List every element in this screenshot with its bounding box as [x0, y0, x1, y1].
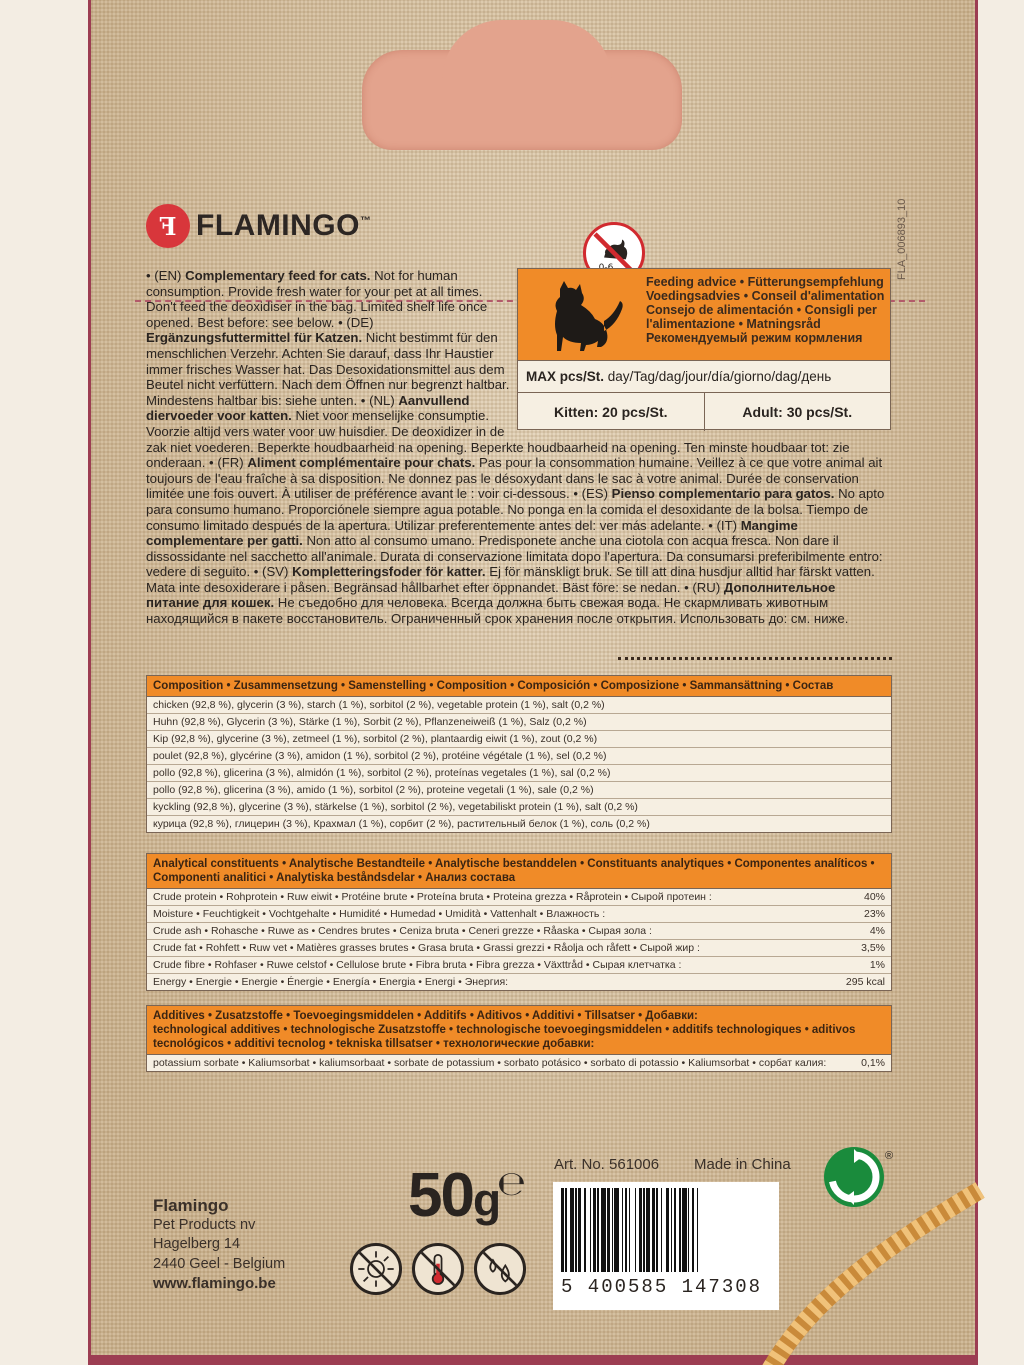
additives-header — [147, 1006, 891, 1055]
handling-icons — [350, 1243, 526, 1295]
keep-dry-icon — [474, 1243, 526, 1295]
barcode-bars — [561, 1188, 771, 1272]
composition-text: курица (92,8 %), глицерин (3 %), Крахмал (1 %), сорбит (2 %), растительный белок (1 %), соль (0,2 %) — [153, 818, 650, 830]
green-dot-icon — [824, 1147, 884, 1207]
description-12: Non atto al consumo umano. Predisponete anche una ciotola con acqua fresca. Non dare il dissossidante nel sacchetto all'animale. Durata di conservazione limitata dopo l'apertura. Da consumarsi preferibilmente entro: vedere di seguito. • (SV) — [146, 533, 883, 580]
registered-mark: ® — [885, 1150, 894, 1162]
analytical-value: 4% — [869, 925, 885, 937]
analytical-label: Moisture • Feuchtigkeit • Vochtgehalte • Humidité • Humedad • Umidità • Vattenhalt • Влажность : — [153, 908, 606, 920]
cat-silhouette-icon — [532, 275, 632, 357]
composition-row — [147, 781, 891, 798]
analytical-value: 1% — [869, 959, 885, 971]
no-heat-icon — [412, 1243, 464, 1295]
feeding-title — [646, 275, 886, 345]
article-number: Art. No. 561006 — [554, 1156, 660, 1173]
analytical-value: 3,5% — [861, 942, 885, 954]
feeding-title-line: Рекомендуемый режим кормления — [646, 331, 863, 345]
dotted-separator — [618, 657, 892, 660]
additive-row — [147, 1055, 891, 1071]
product-name-3: Ergänzungsfuttermittel für Katzen. — [146, 330, 363, 346]
composition-row — [147, 697, 891, 713]
company-name: Flamingo — [153, 1196, 229, 1215]
composition-row — [147, 815, 891, 832]
package-bottom-border — [88, 1355, 978, 1365]
dosage-row — [518, 393, 890, 431]
no-microwave-icon — [350, 1243, 402, 1295]
weight-unit: g — [472, 1174, 500, 1226]
product-name-7: Aliment complémentaire pour chats. — [247, 455, 476, 471]
composition-row — [147, 713, 891, 730]
kitten-dosage: Kitten: 20 pcs/St. — [553, 404, 668, 420]
additives-header-line2: technological additives • technologische Zusatzstoffe • technologische toevoegingsmiddelen • additifs technologiques • aditivos tecnológicos • additivi tecnolog • tekniska tillsatser • технологические добавки: — [153, 1024, 856, 1050]
feeding-title-line: Voedingsadvies • Conseil d'alimentation — [646, 289, 885, 303]
description-4: Nicht bestimmt für den menschlichen Verzehr. Achten Sie darauf, dass Ihr Haustier immer frisches Wasser hat. Das Desoxidationsmittel aus dem Beutel nicht verfüttern. Nach dem Öffnen nur begrenzt haltbar. Mindestens haltbar bis: siehe unten. • (NL) — [146, 330, 510, 408]
brand-logo — [146, 204, 371, 248]
analytical-value: 295 kcal — [845, 976, 885, 988]
feeding-header — [518, 269, 890, 361]
analytical-label: Crude protein • Rohprotein • Ruw eiwit • Protéine brute • Proteína bruta • Proteina grezza • Råprotein • Сырой протеин : — [153, 891, 712, 903]
max-pieces-row — [518, 361, 890, 393]
analytical-value: 23% — [863, 908, 885, 920]
analytical-label: Crude ash • Rohasche • Ruwe as • Cendres brutes • Ceniza bruta • Ceneri grezze • Råaska • Сырая зола : — [153, 925, 652, 937]
feeding-title-line: Feeding advice • Fütterungsempfehlung — [646, 275, 884, 289]
composition-text: chicken (92,8 %), glycerin (3 %), starch (1 %), sorbitol (2 %), vegetable protein (1 %), salt (0,2 %) — [153, 699, 605, 711]
adult-dosage: Adult: 30 pcs/St. — [704, 393, 891, 431]
product-name-13: Kompletteringsfoder för katter. — [292, 564, 486, 580]
composition-row — [147, 764, 891, 781]
description-14: Ej för mänskligt bruk. Se till att dina husdjur alltid har färskt vatten. Mata inte desoxiderare i påsen. Begränsad hållbarhet efter öppnandet. Bäst före: se nedan. • (RU) — [146, 564, 875, 595]
composition-text: pollo (92,8 %), glicerina (3 %), almidón (1 %), sorbitol (2 %), proteínas vegetales (1 %), sal (0,2 %) — [153, 767, 611, 779]
product-name-5: Aanvullend diervoeder voor katten. — [146, 392, 470, 424]
max-label: MAX pcs/St. — [526, 369, 605, 384]
description-0: • (EN) — [146, 268, 186, 283]
additives-header-line1: Additives • Zusatzstoffe • Toevoegingsmiddelen • Additifs • Aditivos • Additivi • Tillsatser • Добавки: — [153, 1010, 698, 1022]
analytical-label: Energy • Energie • Energie • Énergie • Energía • Energia • Energi • Энергия: — [153, 976, 509, 988]
estimated-sign-icon: ℮ — [497, 1164, 527, 1204]
trademark: ™ — [359, 215, 372, 227]
additive-value: 0,1% — [861, 1057, 885, 1069]
description-16: Не съедобно для человека. Всегда должна быть свежая вода. Не скармливать животным находящийся в пакете восстановитель. Ограниченный срок хранения после открытия. Использовать до: см. ниже. — [146, 595, 849, 627]
analytical-row — [147, 956, 891, 973]
composition-row — [147, 798, 891, 815]
feeding-title-line: l'alimentazione • Matningsråd — [646, 317, 821, 331]
composition-text: poulet (92,8 %), glycérine (3 %), amidon (1 %), sorbitol (2 %), protéine végétale (1 %), sel (0,2 %) — [153, 750, 607, 762]
analytical-label: Crude fat • Rohfett • Ruw vet • Matières grasses brutes • Grasa bruta • Grassi grezzi • Råolja och råfett • Сырой жир : — [153, 942, 700, 954]
feeding-title-line: Consejo de alimentación • Consigli per — [646, 303, 877, 317]
flamingo-logo-icon: ꟻ — [146, 204, 190, 248]
description-8: Pas pour la consommation humaine. Veillez à ce que votre animal ait toujours de l'eau fraîche à sa disposition. Ne donnez pas le désoxydant dans le sac à votre animal. Durée de conservation limitée une fois ouvert. À utiliser de préférence avant le : voir ci-dessous. • (ES) — [146, 455, 883, 502]
composition-text: Kip (92,8 %), glycerine (3 %), zetmeel (1 %), sorbitol (2 %), plantaardig eiwit (1 %), zout (0,2 %) — [153, 733, 598, 745]
additives-table — [146, 1005, 892, 1072]
brand-name — [196, 209, 371, 243]
product-name-11: Mangime complementare per gatti. — [146, 517, 798, 549]
analytical-row — [147, 939, 891, 956]
analytical-table — [146, 853, 892, 991]
analytical-row — [147, 973, 891, 990]
composition-row — [147, 747, 891, 764]
net-weight — [408, 1160, 499, 1231]
lot-code: FLA_006893_10 — [896, 198, 908, 280]
feeding-advice-box — [517, 268, 891, 430]
company-web: www.flamingo.be — [153, 1275, 276, 1292]
company-line2: Hagelberg 14 — [153, 1236, 241, 1252]
composition-text: Huhn (92,8 %), Glycerin (3 %), Stärke (1 %), Sorbit (2 %), Pflanzeneiweiß (1 %), Salz (0,2 %) — [153, 716, 587, 728]
barcode-number: 5 400585 147308 — [561, 1276, 763, 1298]
composition-row — [147, 730, 891, 747]
product-name-15: Дополнительное питание для кошек. — [146, 579, 836, 611]
analytical-label: Crude fibre • Rohfaser • Ruwe celstof • Cellulose brute • Fibra bruta • Fibra grezza • Växttråd • Сырая клетчатка : — [153, 959, 682, 971]
weight-number: 50 — [408, 1161, 473, 1230]
barcode — [553, 1182, 779, 1310]
analytical-value: 40% — [863, 891, 885, 903]
product-name-1: Complementary feed for cats. — [185, 268, 371, 283]
analytical-row — [147, 905, 891, 922]
made-in: Made in China — [694, 1156, 791, 1173]
hang-hole — [362, 50, 682, 150]
description-10: No apto para consumo humano. Proporciónele siempre agua potable. No ponga en la comida el desoxidante de la bolsa. Tiempo de consumo limitado después de la apertura. Utilizar preferentemente antes del: ver más adelante. • (IT) — [146, 486, 885, 533]
company-address — [153, 1196, 285, 1294]
description-6: Niet voor menselijke consumptie. Voorzie altijd vers water voor uw huisdier. De deoxidizer in de zak niet voederen. Beperkte houdbaarheid na opening. Beperkte houdbaarheid na opening. Ten minste houdbaar tot: zie onderaan. • (FR) — [146, 408, 850, 471]
company-line3: 2440 Geel - Belgium — [153, 1255, 286, 1272]
composition-text: pollo (92,8 %), glicerina (3 %), amido (1 %), sorbitol (2 %), proteine vegetali (1 %), sale (0,2 %) — [153, 784, 594, 796]
composition-header: Composition • Zusammensetzung • Samenstelling • Composition • Composición • Composizione • Sammansättning • Состав — [147, 676, 891, 697]
composition-table — [146, 675, 892, 833]
analytical-header: Analytical constituents • Analytische Bestandteile • Analytische bestanddelen • Constituants analytiques • Componentes analíticos • Componenti analitici • Analytiska beståndsdelar • Анализ состава — [147, 854, 891, 889]
analytical-row — [147, 922, 891, 939]
barcode-bar — [698, 1188, 699, 1272]
product-name-9: Pienso complementario para gatos. — [611, 486, 835, 502]
description-2: Not for human consumption. Provide fresh water for your pet at all times. Don't feed the deoxidiser in the bag. Limited shelf life once opened. Best before: see below. • (DE) — [146, 268, 488, 330]
max-unit: day/Tag/dag/jour/día/giorno/dag/день — [604, 369, 832, 384]
additive-label: potassium sorbate • Kaliumsorbat • kaliumsorbaat • sorbate de potassium • sorbato potásico • sorbato di potassio • Kaliumsorbat • сорбат калия: — [153, 1057, 827, 1069]
brand-name-text: FLAMINGO — [196, 209, 360, 242]
company-line1: Pet Products nv — [153, 1216, 256, 1233]
composition-text: kyckling (92,8 %), glycerine (3 %), stärkelse (1 %), sorbitol (2 %), vegetabiliskt protein (1 %), salt (0,2 %) — [153, 801, 638, 813]
analytical-row — [147, 889, 891, 905]
